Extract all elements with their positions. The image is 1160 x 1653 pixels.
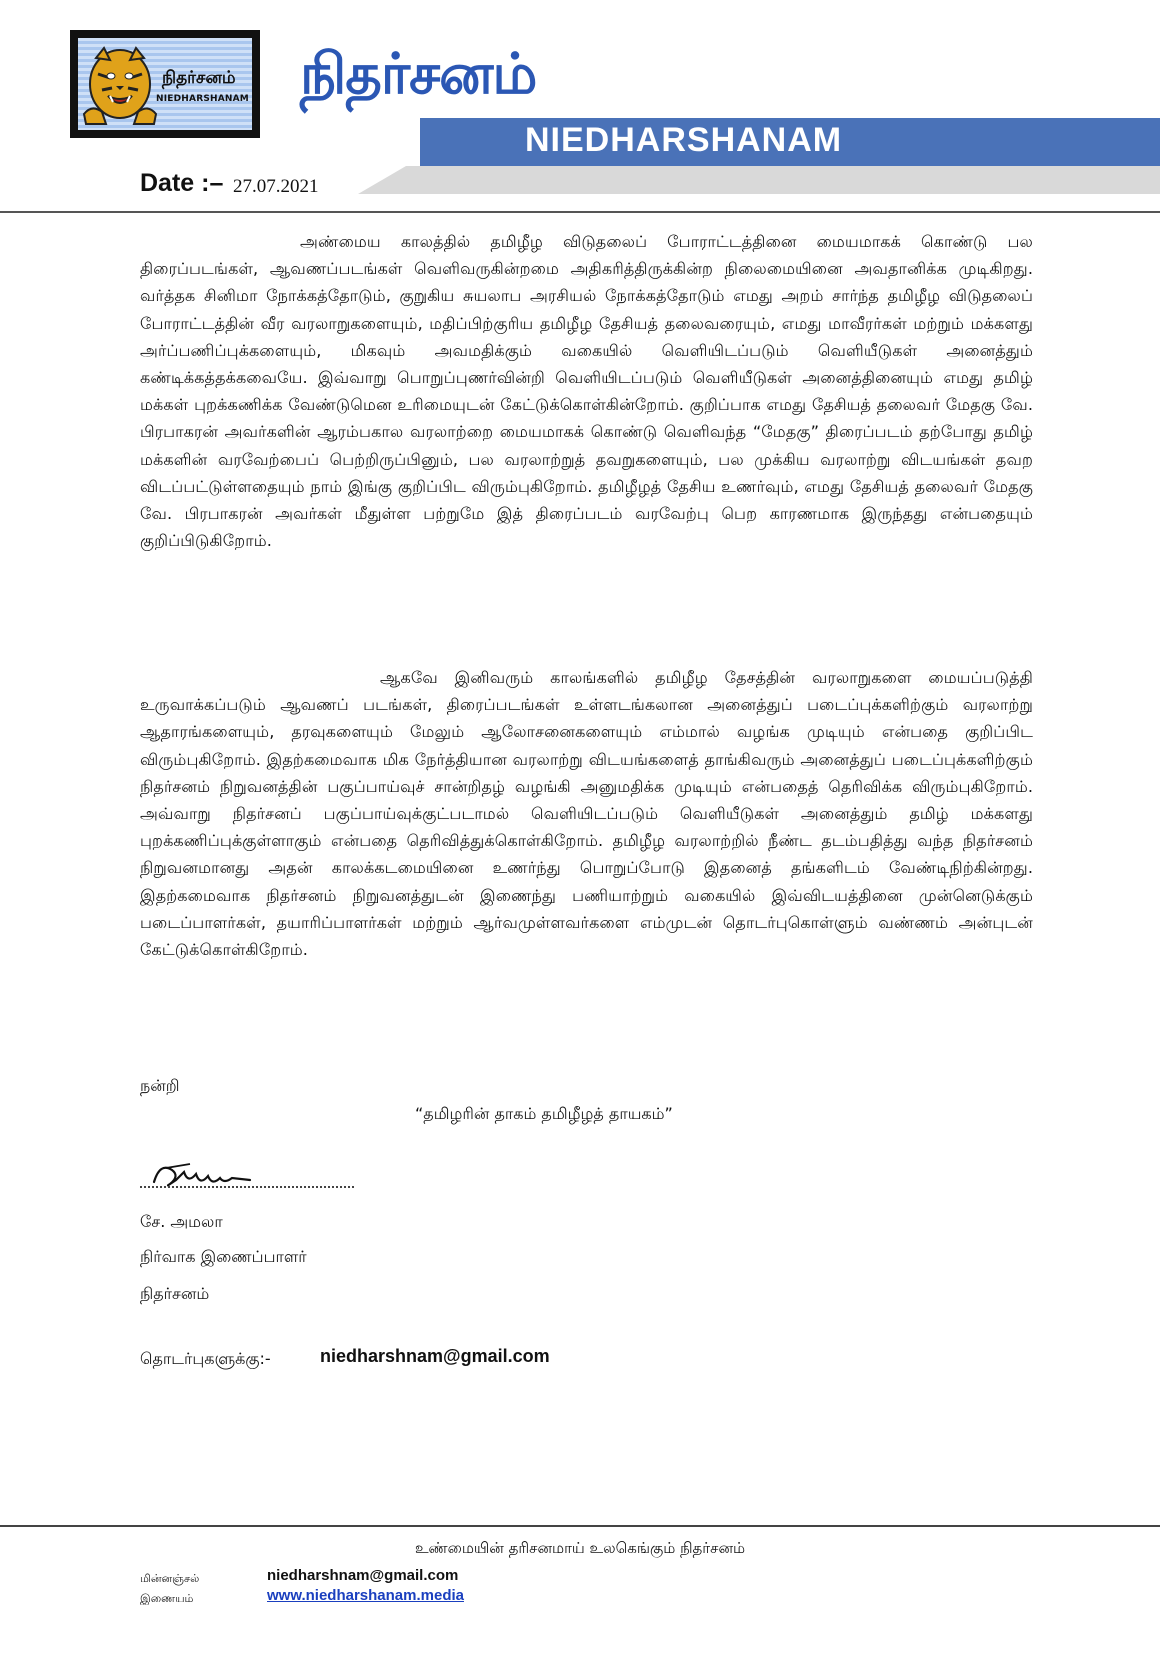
contact-email: niedharshnam@gmail.com	[320, 1346, 550, 1366]
body-paragraph-1: அண்மைய காலத்தில் தமிழீழ விடுதலைப் போராட்டத்தினை மையமாகக் கொண்டு பல திரைப்படங்கள், ஆவணப்படங்கள் வெளிவருகின்றமை அதிகரித்திருக்கின்ற நிலைமையினை அவதானிக்க முடிகிறது. வர்த்தக சினிமா நோக்கத்தோடும், குறுகிய சுயலாப அரசியல் நோக்கத்தோடும் எமது அறம் சார்ந்த தமிழீழ விடுதலைப் போராட்டத்தின் வீர வரலாறுகளையும், மதிப்பிற்குரிய தமிழீழ தேசியத் தலைவரையும், எமது மாவீரர்கள் மற்றும் மக்களது அர்ப்பணிப்புக்களையும், மிகவும் அவமதிக்கும் வகையில் வெளியிடப்படும் வெளியீடுகள் அனைத்தும் கண்டிக்கத்தக்கவையே. இவ்வாறு பொறுப்புணர்வின்றி வெளியிடப்படும் வெளியீடுகள் அனைத்தினையும் எமது தமிழ் மக்கள் புறக்கணிக்க வேண்டுமென உரிமையுடன் கேட்டுக்கொள்கின்றோம். குறிப்பாக எமது தேசியத் தலைவர் மேதகு வே. பிரபாகரன் அவர்களின் ஆரம்பகால வரலாற்றை மையமாகக் கொண்டு வெளிவந்த “மேதகு” திரைப்படம் தற்போது தமிழ் மக்களின் வரவேற்பைப் பெற்றிருப்பினும், பல வரலாற்றுத் தவறுகளையும், பல முக்கிய வரலாற்று விடயங்கள் தவற விடப்பட்டுள்ளதையும் நாம் இங்கு குறிப்பிட விரும்புகிறோம். தமிழீழத் தேசிய உணர்வும், எமது தேசியத் தலைவர் மேதகு வே. பிரபாகரன் அவர்கள் மீதுள்ள பற்றுமே இத் திரைப்படம் வரவேற்பு பெற காரணமாக இருந்தது என்பதையும் குறிப்பிடுகிறோம்.	[140, 232, 1033, 551]
signature-line	[140, 1186, 354, 1188]
closing-thanks: நன்றி	[140, 1076, 180, 1095]
signatory-name: சே. அமலா	[140, 1212, 223, 1231]
signatory-organization: நிதர்சனம்	[140, 1284, 210, 1303]
signatory-role: நிர்வாக இணைப்பாளர்	[140, 1247, 307, 1266]
tiger-emblem-icon	[82, 44, 162, 126]
footer-email: niedharshnam@gmail.com	[267, 1567, 459, 1584]
header-divider	[0, 211, 1160, 213]
logo-background	[78, 38, 252, 130]
footer-web-label: இணையம்	[140, 1592, 194, 1605]
footer-slogan: உண்மையின் தரிசனமாய் உலகெங்கும் நிதர்சனம்	[414, 1539, 746, 1557]
logo-english-text: NIEDHARSHANAM	[156, 94, 249, 104]
footer-divider	[0, 1525, 1160, 1527]
footer-website-link[interactable]: www.niedharshanam.media	[267, 1587, 464, 1604]
date-label: Date :–	[140, 169, 224, 197]
contact-label: தொடர்புகளுக்கு:-	[140, 1349, 271, 1368]
closing-slogan: “தமிழரின் தாகம் தமிழீழத் தாயகம்”	[415, 1104, 673, 1123]
brand-title-english: NIEDHARSHANAM	[525, 121, 843, 159]
organization-logo	[70, 30, 260, 138]
footer-email-label: மின்னஞ்சல்	[140, 1572, 200, 1585]
brand-title-tamil: நிதர்சனம்	[300, 42, 537, 107]
band-wedge	[358, 166, 1160, 194]
logo-tamil-text: நிதர்சனம்	[162, 68, 236, 88]
date-value: 27.07.2021	[233, 176, 319, 197]
body-paragraph-2: ஆகவே இனிவரும் காலங்களில் தமிழீழ தேசத்தின் வரலாறுகளை மையப்படுத்தி உருவாக்கப்படும் ஆவணப் படங்கள், திரைப்படங்கள் உள்ளடங்கலான அனைத்துப் படைப்புக்களிற்கும் வரலாற்று ஆதாரங்களையும், தரவுகளையும் மேலும் ஆலோசனைகளையும் எம்மால் வழங்க முடியும் என்பதை குறிப்பிட விரும்புகிறோம். இதற்கமைவாக மிக நேர்த்தியான வரலாற்று விடயங்களைத் தாங்கிவரும் அனைத்துப் படைப்புக்களிற்கும் நிதர்சனம் நிறுவனத்தின் பகுப்பாய்வுச் சான்றிதழ் வழங்கி அனுமதிக்க முடியும் என்பதைத் தெரிவிக்க விரும்புகிறோம். அவ்வாறு நிதர்சனப் பகுப்பாய்வுக்குட்படாமல் வெளியிடப்படும் வெளியீடுகள் அனைத்தும் தமிழ் மக்களது புறக்கணிப்புக்குள்ளாகும் என்பதை தெரிவித்துக்கொள்கிறோம். தமிழீழ வரலாற்றில் நீண்ட தடம்பதித்து வந்த நிதர்சனம் நிறுவனமானது அதன் காலக்கடமையினை உணர்ந்து பொறுப்போடு இதனைத் தங்களிடம் வேண்டிநிற்கின்றது. இதற்கமைவாக நிதர்சனம் நிறுவனத்துடன் இணைந்து பணியாற்றும் வகையில் இவ்விடயத்தினை முன்னெடுக்கும் படைப்பாளர்கள், தயாரிப்பாளர்கள் மற்றும் ஆர்வமுள்ளவர்களை எம்முடன் தொடர்புகொள்ளும் வண்ணம் அன்புடன் கேட்டுக்கொள்கிறோம்.	[140, 668, 1033, 960]
